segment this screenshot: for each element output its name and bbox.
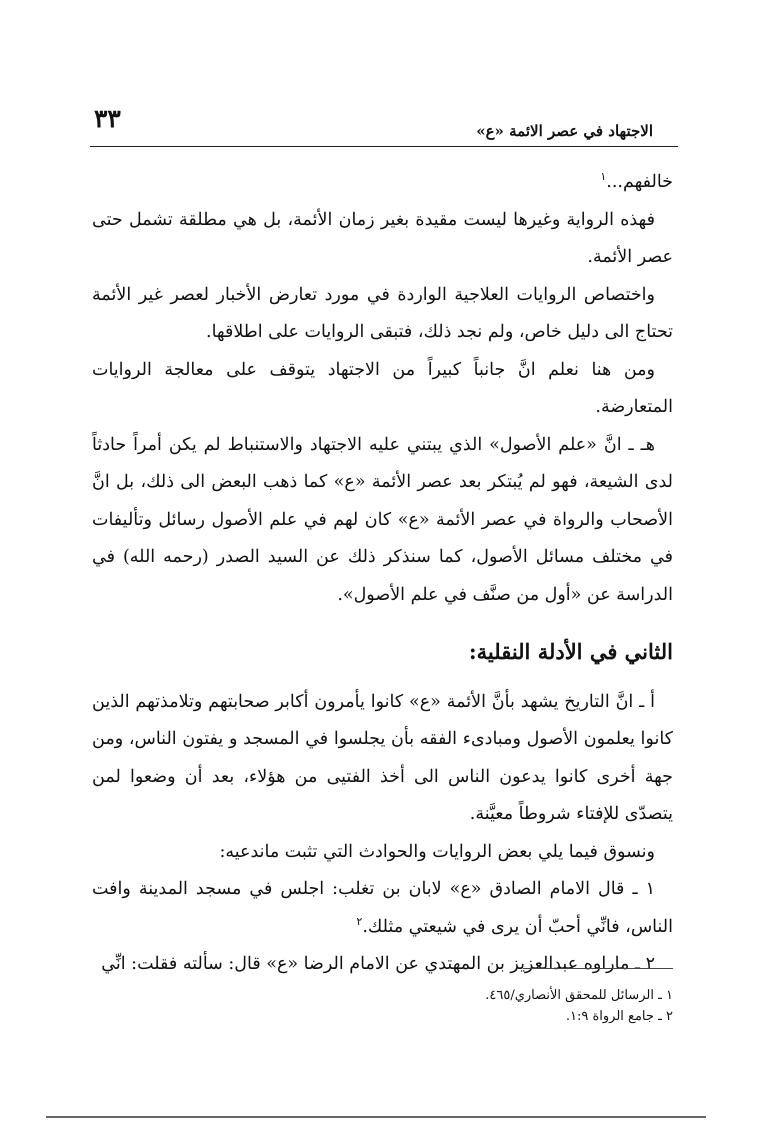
header-divider [90, 146, 678, 147]
paragraph: هـ ـ انَّ «علم الأصول» الذي يبتني عليه الاجتهاد والاستنباط لم يكن أمراً حادثاً لدى الشيعة، فهو لم يُبتكر بعد عصر الأئمة «ع» كما ذهب البعض الى ذلك، بل انَّ الأصحاب والرواة في عصر الأئمة «ع» كان لهم في علم الأصول رسائل وتأليفات في مختلف مسائل الأصول، كما سنذكر ذلك عن السيد الصدر (رحمه الله) في الدراسة عن «أول من صنَّف في علم الأصول». [92, 434, 673, 605]
paragraph: ومن هنا نعلم انَّ جانباً كبيراً من الاجتهاد يتوقف على معالجة الروايات المتعارضة. [92, 359, 673, 417]
footnote-marker: ١ [600, 170, 607, 184]
body-text [92, 164, 673, 984]
section-heading: الثاني في الأدلة النقلية: [468, 639, 673, 664]
paragraph-text: ١ ـ قال الامام الصادق «ع» لابان بن تغلب: اجلس في مسجد المدينة وافت الناس، فانِّي أحبّ أن يرى في شيعتي مثلك. [92, 879, 673, 937]
running-title: الاجتهاد في عصر الائمة «ع» [476, 122, 653, 140]
paragraph: أ ـ انَّ التاريخ يشهد بأنَّ الأئمة «ع» كانوا يأمرون أكابر صحابتهم وتلامذتهم الذين كانوا يعلمون الأصول ومبادىء الفقه بأن يجلسوا في المسجد و يفتون الناس، ومن جهة أخرى كانوا يدعون الناس الى أخذ الفتيى من هؤلاء، بعد أن وضعوا لمن يتصدّى للإفتاء شروطاً معيَّنة. [92, 691, 673, 824]
footnotes [113, 985, 673, 1027]
footnote-divider [523, 968, 673, 969]
footnote: ١ ـ الرسائل للمحقق الأنصاري/٤٦٥. [485, 988, 673, 1003]
footnote: ٢ ـ جامع الرواة ١:٩. [565, 1009, 673, 1024]
page-bottom-edge [46, 1116, 706, 1118]
paragraph-text: خالفهم... [606, 172, 673, 192]
paragraph: واختصاص الروايات العلاجية الواردة في مورد تعارض الأخبار لعصر غير الأئمة تحتاج الى دليل خاص، ولم نجد ذلك، فتبقى الروايات على اطلاقها. [92, 284, 673, 342]
footnote-marker: ٢ [356, 914, 363, 928]
paragraph [92, 871, 673, 946]
paragraph: فهذه الرواية وغيرها ليست مقيدة بغير زمان الأئمة، بل هي مطلقة تشمل حتى عصر الأئمة. [92, 209, 673, 267]
paragraph: ٢ ـ ماراوه عبدالعزيز بن المهتدي عن الامام الرضا «ع» قال: سألته فقلت: انِّي [101, 954, 655, 974]
paragraph-continuation [92, 164, 673, 202]
paragraph: ونسوق فيما يلي بعض الروايات والحوادث التي تثبت ماندعيه: [219, 841, 655, 862]
page-number: ٣٣ [94, 104, 121, 133]
